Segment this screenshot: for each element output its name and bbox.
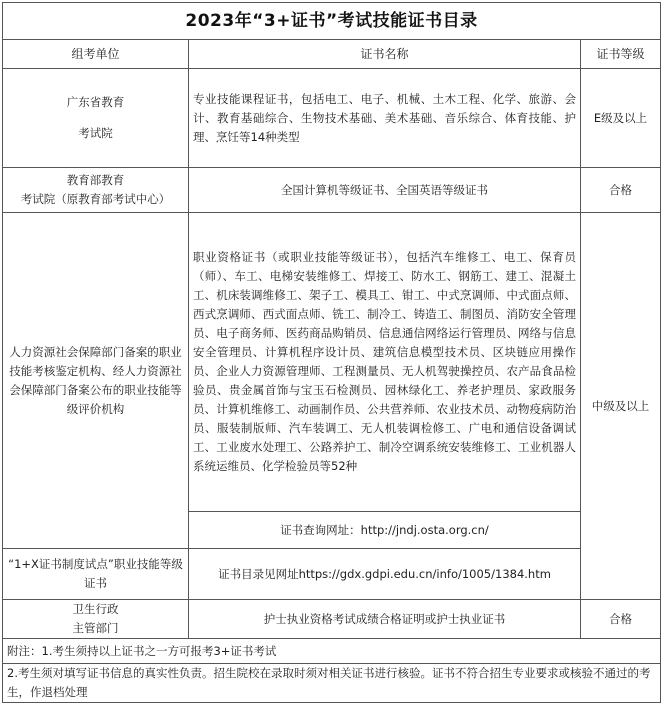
header-org: 组考单位 — [3, 40, 189, 69]
header-level: 证书等级 — [581, 40, 661, 69]
note-2: 2.考生须对填写证书信息的真实性负责。招生院校在录取时须对相关证书进行核验。证书不符合招生专业要求或核验不通过的考生，作退档处理 — [3, 664, 661, 703]
cert-name-cell: 职业资格证书（或职业技能等级证书），包括汽车维修工、电工、保育员（师）、车工、电梯安装维修工、焊接工、防水工、钢筋工、建工、混凝土工、机床装调维修工、架子工、模具工、钳工、中式烹调师、中式面点师、西式烹调师、西式面点师、铣工、制冷工、铸造工、制图员、消防安全管理员、电子商务师、医药商品购销员、信息通信网络运行管理员、网络与信息安全管理员、计算机程序设计员、建筑信息模型技术员、区块链应用操作员、企业人力资源管理师、工程测量员、无人机驾驶操控员、农产品食品检验员、贵金属首饰与宝玉石检测员、园林绿化工、养老护理员、家政服务员、计算机维修工、动画制作员、公共营养师、农业技术员、动物疫病防治员、服装制版师、汽车装调工、无人机装调检修工、广电和通信设备调试工、工业废水处理工、公路养护工、制冷空调系统安装维修工、工业机器人系统运维员、化学检验员等52种 — [189, 213, 581, 512]
cert-name-cell: 全国计算机等级证书、全国英语等级证书 — [189, 168, 581, 213]
org-cell: 人力资源社会保障部门备案的职业技能考核鉴定机构、经人力资源社会保障部门备案公布的职业技能等级评价机构 — [3, 213, 189, 549]
org-cell: “1+X证书制度试点”职业技能等级证书 — [3, 549, 189, 600]
cert-level-cell: 合格 — [581, 168, 661, 213]
org-cell — [3, 600, 189, 639]
page-title: 2023年“3+证书”考试技能证书目录 — [3, 3, 661, 40]
certificate-table — [2, 2, 661, 703]
title-row — [3, 3, 661, 40]
org-line: 广东省教育 — [66, 95, 125, 109]
note-row — [3, 639, 661, 664]
org-cell — [3, 69, 189, 168]
cert-level-cell: 合格 — [581, 600, 661, 639]
note-row — [3, 664, 661, 703]
cert-name-cell: 护士执业资格考试成绩合格证明或护士执业证书 — [189, 600, 581, 639]
org-cell — [3, 168, 189, 213]
table-row — [3, 549, 661, 600]
org-line: 主管部门 — [72, 621, 119, 635]
table-row — [3, 168, 661, 213]
header-name: 证书名称 — [189, 40, 581, 69]
table-row — [3, 213, 661, 512]
cert-catalog-url: 证书目录见网址https://gdx.gdpi.edu.cn/info/1005/1384.htm — [189, 549, 581, 600]
org-line: 教育部教育 — [66, 173, 125, 187]
org-line: 考试院 — [78, 126, 113, 140]
note-1: 附注：1.考生须持以上证书之一方可报考3+证书考试 — [3, 639, 661, 664]
org-gap — [7, 112, 184, 124]
header-row — [3, 40, 661, 69]
table-row — [3, 69, 661, 168]
cert-level-cell: E级及以上 — [581, 69, 661, 168]
cert-level-cell: 中级及以上 — [581, 213, 661, 600]
org-line: 考试院（原教育部考试中心） — [20, 192, 171, 206]
org-line: 卫生行政 — [72, 602, 119, 616]
table-row — [3, 600, 661, 639]
cert-query-url: 证书查询网址：http://jndj.osta.org.cn/ — [189, 512, 581, 549]
cert-name-cell: 专业技能课程证书，包括电工、电子、机械、土木工程、化学、旅游、会计、教育基础综合、生物技术基础、美术基础、音乐综合、体育技能、护理、烹饪等14种类型 — [189, 69, 581, 168]
